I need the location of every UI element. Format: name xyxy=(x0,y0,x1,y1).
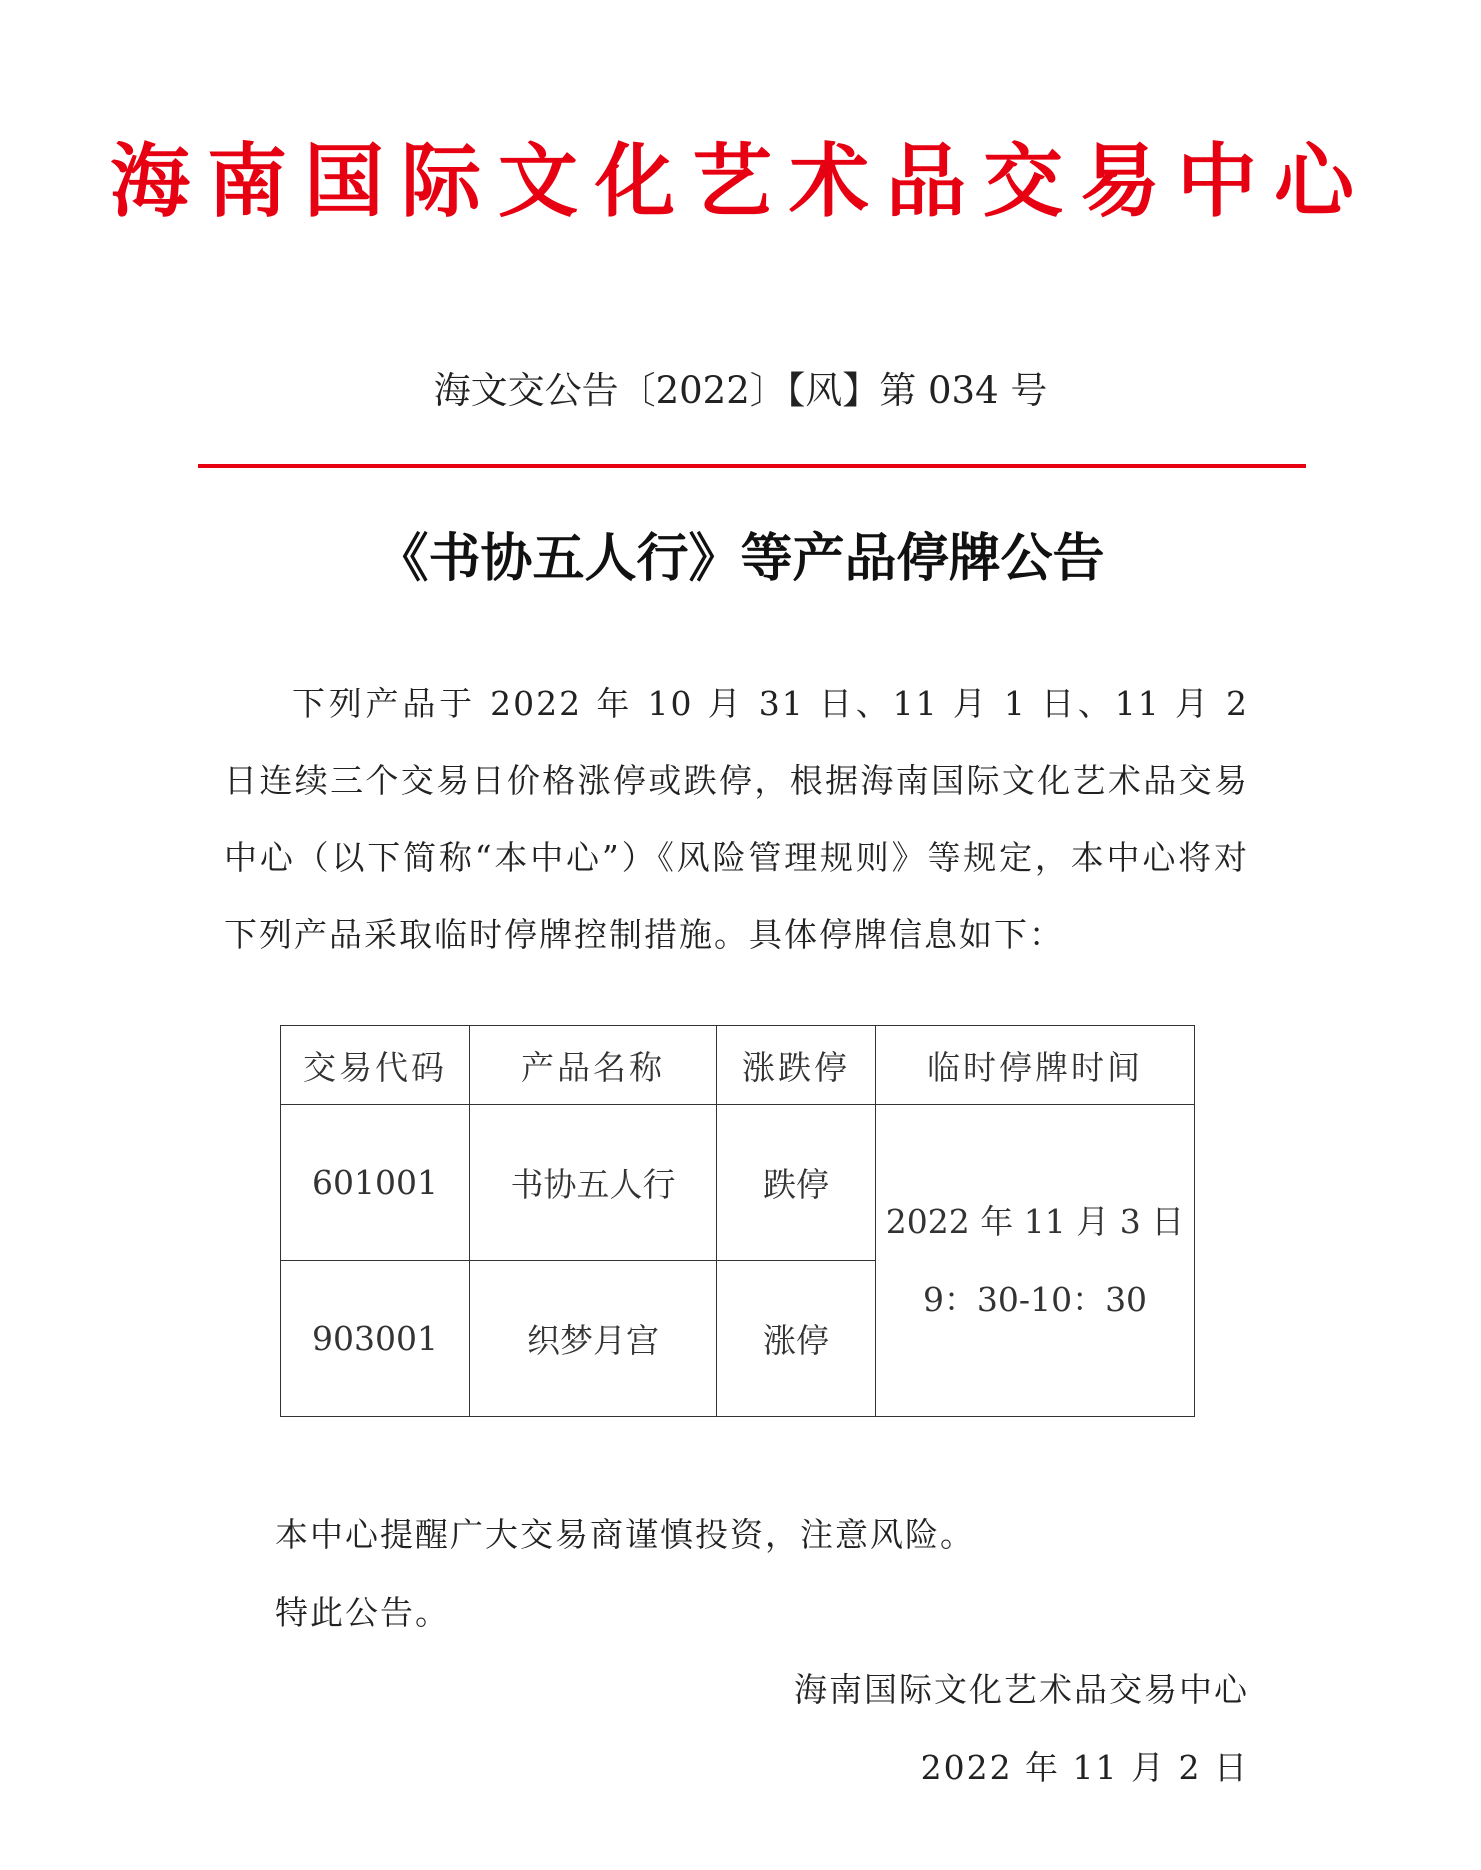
page-title: 《书协五人行》等产品停牌公告 xyxy=(376,528,1105,589)
reminder-text: 本中心提醒广大交易商谨慎投资，注意风险。 xyxy=(275,1515,975,1554)
cell-limit: 涨停 xyxy=(717,1261,876,1417)
cell-product-name: 织梦月宫 xyxy=(470,1261,717,1417)
header-limit: 涨跌停 xyxy=(717,1026,876,1105)
suspension-hours: 9：30-10：30 xyxy=(922,1279,1148,1319)
masthead: 海南国际文化艺术品交易中心 xyxy=(110,135,1371,228)
table-row xyxy=(281,1105,1195,1261)
suspension-table xyxy=(280,1025,1195,1417)
header-product-name: 产品名称 xyxy=(470,1026,717,1105)
header-suspension-time: 临时停牌时间 xyxy=(876,1026,1195,1105)
signature-org: 海南国际文化艺术品交易中心 xyxy=(794,1670,1249,1709)
table-header-row xyxy=(281,1026,1195,1105)
signature-date: 2022 年 11 月 2 日 xyxy=(920,1748,1249,1787)
body-paragraph: 下列产品于 2022 年 10 月 31 日、11 月 1 日、11 月 2 日连续三个交易日价格涨停或跌停，根据海南国际文化艺术品交易中心（以下简称“本中心”）《风险管理规则》等规定，本中心将对下列产品采取临时停牌控制措施。具体停牌信息如下： xyxy=(224,684,1249,954)
suspension-date: 2022 年 11 月 3 日 xyxy=(885,1201,1185,1241)
cell-trade-code: 601001 xyxy=(281,1105,470,1261)
cell-product-name: 书协五人行 xyxy=(470,1105,717,1261)
cell-suspension-time xyxy=(876,1105,1195,1417)
closing-text: 特此公告。 xyxy=(275,1593,450,1632)
cell-limit: 跌停 xyxy=(717,1105,876,1261)
document-number: 海文交公告〔2022〕【风】第 034 号 xyxy=(433,369,1048,412)
cell-trade-code: 903001 xyxy=(281,1261,470,1417)
header-trade-code: 交易代码 xyxy=(281,1026,470,1105)
red-divider xyxy=(198,464,1306,468)
